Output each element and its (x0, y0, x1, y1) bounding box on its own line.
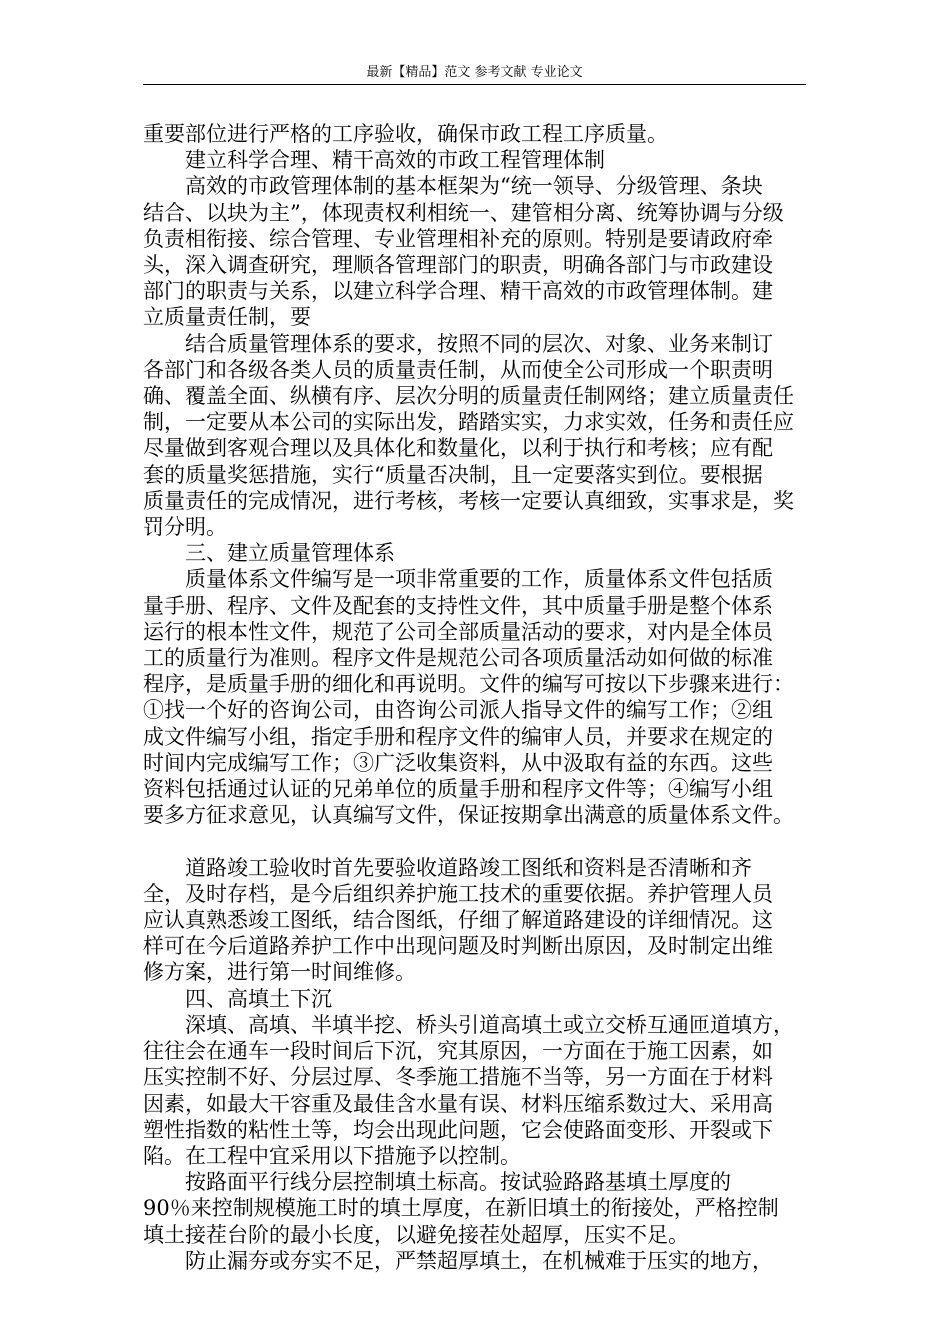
text-line: 尽量做到客观合理以及具体化和数量化，以利于执行和考核；应有配 (143, 436, 773, 461)
text-line: 高效的市政管理体制的基本框架为“统一领导、分级管理、条块 (143, 174, 763, 199)
text-line: 确、覆盖全面、纵横有序、层次分明的质量责任制网络；建立质量责任 (143, 384, 794, 409)
text-line: ①找一个好的咨询公司，由咨询公司派人指导文件的编写工作；②组 (143, 698, 773, 723)
text-line: 罚分明。 (143, 515, 227, 540)
text-line: 陷。在工程中宜采用以下措施予以控制。 (143, 1143, 521, 1168)
text-line: 往往会在通车一段时间后下沉，究其原因，一方面在于施工因素，如 (143, 1039, 773, 1064)
page-header: 最新【精品】范文 参考文献 专业论文 (366, 65, 583, 80)
text-line: 制，一定要从本公司的实际出发，踏踏实实，力求实效，任务和责任应 (143, 410, 794, 435)
text-line: 塑性指数的粘性土等，均会出现此问题，它会使路面变形、开裂或下 (143, 1117, 773, 1142)
text-line: 深填、高填、半填半挖、桥头引道高填土或立交桥互通匝道填方， (143, 1012, 794, 1037)
text-line: 部门的职责与关系，以建立科学合理、精干高效的市政管理体制。建 (143, 279, 773, 304)
text-line: 时间内完成编写工作；③广泛收集资料，从中汲取有益的东西。这些 (143, 750, 773, 775)
text-line: 道路竣工验收时首先要验收道路竣工图纸和资料是否清晰和齐 (143, 855, 752, 880)
text-line: 防止漏夯或夯实不足，严禁超厚填土，在机械难于压实的地方， (143, 1248, 773, 1273)
text-line: 按路面平行线分层控制填土标高。按试验路路基填土厚度的 (143, 1170, 731, 1195)
text-line: 量手册、程序、文件及配套的支持性文件，其中质量手册是整个体系 (143, 593, 773, 618)
text-line: 压实控制不好、分层过厚、冬季施工措施不当等，另一方面在于材料 (143, 1065, 773, 1090)
text-line: 各部门和各级各类人员的质量责任制，从而使全公司形成一个职责明 (143, 357, 773, 382)
text-line: 工的质量行为准则。程序文件是规范公司各项质量活动如何做的标准 (143, 646, 773, 671)
text-line: 应认真熟悉竣工图纸，结合图纸，仔细了解道路建设的详细情况。这 (143, 908, 773, 933)
text-line: 样可在今后道路养护工作中出现问题及时判断出原因，及时制定出维 (143, 934, 773, 959)
text-line: 重要部位进行严格的工序验收，确保市政工程工序质量。 (143, 122, 668, 146)
text-line: 运行的根本性文件，规范了公司全部质量活动的要求，对内是全体员 (143, 619, 773, 644)
blank-line (143, 828, 818, 854)
text-line: 成文件编写小组，指定手册和程序文件的编审人员，并要求在规定的 (143, 724, 773, 749)
text-line: 要多方征求意见，认真编写文件，保证按期拿出满意的质量体系文件。 (143, 803, 794, 828)
header-divider (143, 84, 806, 85)
text-line: 负责相衔接、综合管理、专业管理相补充的原则。特别是要请政府牵 (143, 226, 773, 251)
text-line: 四、高填土下沉 (143, 986, 332, 1011)
text-line: 填土接茬台阶的最小长度，以避免接茬处超厚，压实不足。 (143, 1222, 689, 1247)
document-body (143, 121, 818, 1274)
text-line: 结合质量管理体系的要求，按照不同的层次、对象、业务来制订 (143, 331, 773, 356)
text-line: 资料包括通过认证的兄弟单位的质量手册和程序文件等；④编写小组 (143, 777, 773, 802)
text-line: 修方案，进行第一时间维修。 (143, 960, 416, 985)
text-line: 程序，是质量手册的细化和再说明。文件的编写可按以下步骤来进行： (143, 672, 794, 697)
text-line: 全，及时存档，是今后组织养护施工技术的重要依据。养护管理人员 (143, 881, 773, 906)
text-line: 立质量责任制，要 (143, 305, 311, 330)
text-line: 套的质量奖惩措施，实行“质量否决制，且一定要落实到位。要根据 (143, 462, 763, 487)
text-line: 质量责任的完成情况，进行考核，考核一定要认真细致，实事求是，奖 (143, 488, 794, 513)
text-line: 头，深入调查研究，理顺各管理部门的职责，明确各部门与市政建设 (143, 253, 773, 278)
text-line: 建立科学合理、精干高效的市政工程管理体制 (143, 148, 605, 173)
text-line: 质量体系文件编写是一项非常重要的工作，质量体系文件包括质 (143, 567, 773, 592)
text-line: 因素，如最大干容重及最佳含水量有误、材料压缩系数过大、采用高 (143, 1091, 773, 1116)
text-line: 三、建立质量管理体系 (143, 541, 395, 566)
text-line: 结合、以块为主”，体现责权利相统一、建管相分离、统筹协调与分级 (143, 200, 784, 225)
text-line: 90％来控制规模施工时的填土厚度，在新旧填土的衔接处，严格控制 (143, 1196, 779, 1221)
